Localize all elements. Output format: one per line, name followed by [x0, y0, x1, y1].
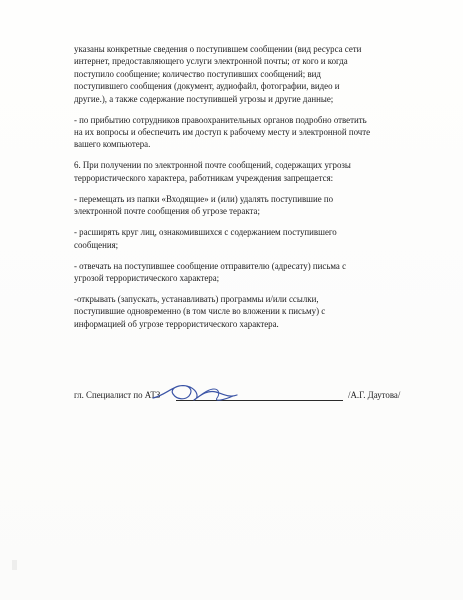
- text-line: указаны конкретные сведения о поступившем сообщении (вид ресурса сети: [74, 44, 362, 54]
- text-line: террористического характера, работникам учреждения запрещается:: [74, 172, 334, 183]
- paragraph-do-not-share: [74, 226, 414, 251]
- signatory-title: гл. Специалист по АТЗ: [74, 390, 161, 400]
- text-line: 6. При получении по электронной почте сообщений, содержащих угрозы: [74, 160, 351, 171]
- paragraph-do-not-reply: [74, 260, 414, 285]
- text-line: информацией об угрозе террористического характера.: [74, 318, 279, 329]
- text-line: -открывать (запускать, устанавливать) программы и/или ссылки,: [74, 294, 319, 305]
- text-line: поступившего сообщения (документ, аудиофайл, фотографии, видео и: [74, 81, 340, 92]
- text-line: на их вопросы и обеспечить им доступ к рабочему месту и электронной почте: [74, 127, 371, 138]
- paragraph-do-not-open: [74, 293, 414, 330]
- text-line: электронной почте сообщения об угрозе теракта;: [74, 206, 260, 217]
- text-line: поступившие одновременно (в том числе во вложении к письму) с: [74, 306, 326, 317]
- paragraph-police-arrival: [74, 114, 414, 151]
- scan-mark: [12, 560, 17, 570]
- paragraph-do-not-delete: [74, 193, 414, 218]
- handwritten-signature: [145, 380, 245, 406]
- text-line: - перемещать из папки «Входящие» и (или) удалять поступившие по: [74, 193, 334, 204]
- text-line: угрозой террористического характера;: [74, 273, 220, 284]
- signatory-name: /А.Г. Даутова/: [348, 390, 401, 400]
- text-line: интернет, предоставляющего услуги электронной почты; от кого и когда: [74, 56, 348, 67]
- text-line: - отвечать на поступившее сообщение отправителю (адресату) письма с: [74, 260, 347, 271]
- text-line: сообщения;: [74, 239, 119, 250]
- text-line: - расширять круг лиц, ознакомившихся с содержанием поступившего: [74, 227, 337, 238]
- text-line: вашего компьютера.: [74, 139, 151, 150]
- text-line: - по прибытию сотрудников правоохранительных органов подробно ответить: [74, 114, 367, 125]
- text-line: другие.), а также содержание поступившей угрозы и другие данные;: [74, 93, 334, 104]
- document-body: [74, 43, 414, 339]
- paragraph-section-6: [74, 159, 414, 184]
- paragraph-report-details: [74, 43, 414, 105]
- text-line: поступило сообщение; количество поступивших сообщений; вид: [74, 68, 321, 79]
